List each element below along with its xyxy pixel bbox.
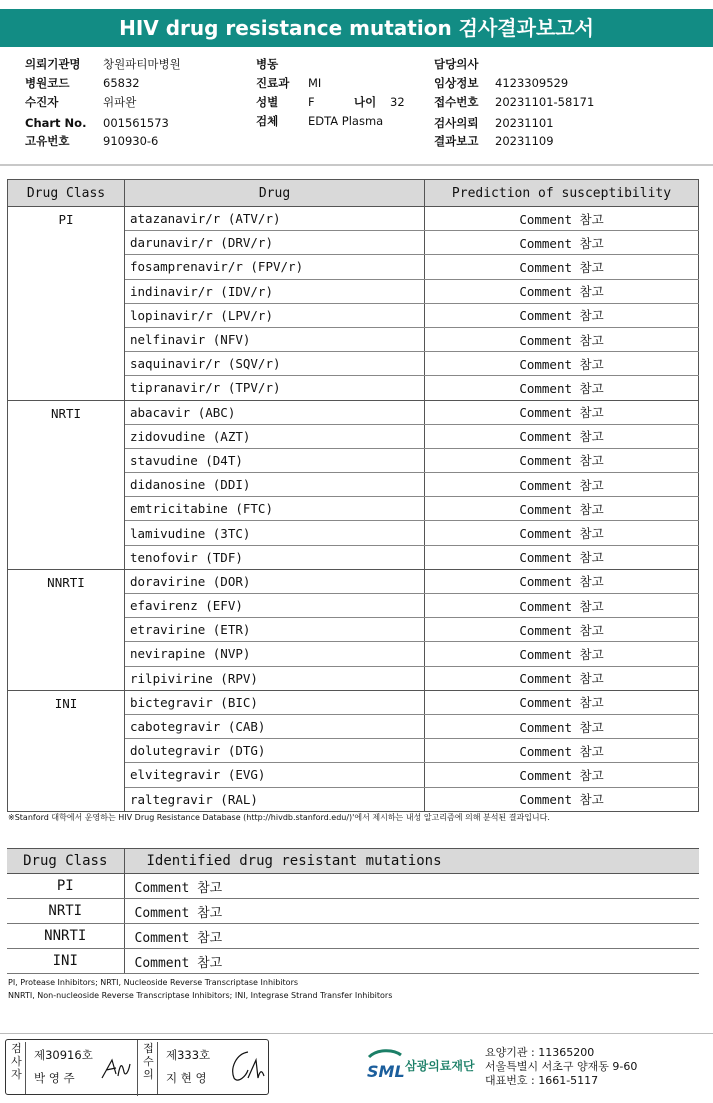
age-value: 32 [390, 95, 405, 109]
prediction-cell: Comment 참고 [425, 569, 699, 593]
tester-label-text: 검 사 자 [11, 1042, 22, 1081]
drug-cell: elvitegravir (EVG) [125, 763, 425, 787]
tester-name: 박 영 주 [34, 1071, 75, 1085]
drug-class-cell: INI [8, 690, 125, 811]
table-row [7, 899, 699, 924]
prediction-cell: Comment 참고 [425, 497, 699, 521]
drug-cell: rilpivirine (RPV) [125, 666, 425, 690]
info-label: 의뢰기관명 [25, 57, 81, 71]
susceptibility-body [8, 207, 699, 812]
mutation-cell: Comment 참고 [124, 924, 699, 949]
prediction-cell: Comment 참고 [425, 279, 699, 303]
info-label: 검체 [256, 114, 279, 128]
divider [0, 164, 713, 166]
footnote: ※Stanford 대학에서 운영하는 HIV Drug Resistance Database (http://hivdb.stanford.edu/)'에서 제시하는 내성 알고리즘에 의해 분석된 결과입니다. [8, 813, 550, 822]
abbrev-line: NNRTI, Non-nucleoside Reverse Transcriptase Inhibitors; INI, Integrase Strand Transfer Inhibitors [8, 991, 393, 1000]
prediction-cell: Comment 참고 [425, 714, 699, 738]
prediction-cell: Comment 참고 [425, 521, 699, 545]
lab-logo [365, 1045, 480, 1085]
prediction-cell: Comment 참고 [425, 376, 699, 400]
drug-cell: emtricitabine (FTC) [125, 497, 425, 521]
drug-cell: dolutegravir (DTG) [125, 739, 425, 763]
drug-cell: raltegravir (RAL) [125, 787, 425, 811]
reviewer-name: 지 현 영 [166, 1071, 207, 1085]
drug-cell: abacavir (ABC) [125, 400, 425, 424]
table-row [8, 569, 699, 593]
prediction-cell: Comment 참고 [425, 739, 699, 763]
drug-cell: tipranavir/r (TPV/r) [125, 376, 425, 400]
header-mutations: Identified drug resistant mutations [124, 849, 699, 874]
info-label: 병원코드 [25, 76, 70, 90]
mutations-body [7, 874, 699, 974]
mutation-cell: Comment 참고 [124, 899, 699, 924]
prediction-cell: Comment 참고 [425, 303, 699, 327]
table-row [8, 207, 699, 231]
drug-cell: nelfinavir (NFV) [125, 327, 425, 351]
mutation-cell: Comment 참고 [124, 874, 699, 899]
patient-info [0, 55, 713, 165]
info-value: 20231101 [495, 116, 554, 130]
info-value: F [308, 95, 315, 109]
drug-cell: fosamprenavir/r (FPV/r) [125, 255, 425, 279]
contact-line: 대표번호 : 1661-5117 [485, 1074, 599, 1087]
drug-cell: tenofovir (TDF) [125, 545, 425, 569]
prediction-cell: Comment 참고 [425, 618, 699, 642]
reviewer-label [140, 1042, 158, 1094]
info-value: 20231109 [495, 134, 554, 148]
prediction-cell: Comment 참고 [425, 424, 699, 448]
info-value: EDTA Plasma [308, 114, 384, 128]
drug-class-cell: NRTI [7, 899, 124, 924]
header-drug-class: Drug Class [7, 849, 124, 874]
age-label: 나이 [354, 95, 377, 109]
lab-name: 삼광의료재단 [405, 1059, 475, 1073]
drug-cell: lamivudine (3TC) [125, 521, 425, 545]
prediction-cell: Comment 참고 [425, 787, 699, 811]
drug-class-cell: INI [7, 949, 124, 974]
info-label: 성별 [256, 95, 279, 109]
drug-class-cell: NNRTI [8, 569, 125, 690]
prediction-cell: Comment 참고 [425, 255, 699, 279]
drug-cell: doravirine (DOR) [125, 569, 425, 593]
drug-cell: bictegravir (BIC) [125, 690, 425, 714]
drug-cell: stavudine (D4T) [125, 448, 425, 472]
divider [0, 1033, 713, 1034]
susceptibility-table [7, 179, 699, 812]
header-prediction: Prediction of susceptibility [425, 180, 699, 207]
abbreviations [8, 976, 392, 1002]
divider [137, 1040, 138, 1096]
prediction-cell: Comment 참고 [425, 690, 699, 714]
signature-box [5, 1039, 269, 1095]
abbrev-line: PI, Protease Inhibitors; NRTI, Nucleoside Reverse Transcriptase Inhibitors [8, 978, 299, 987]
drug-cell: lopinavir/r (LPV/r) [125, 303, 425, 327]
table-row [7, 874, 699, 899]
prediction-cell: Comment 참고 [425, 545, 699, 569]
drug-cell: cabotegravir (CAB) [125, 714, 425, 738]
table-row [8, 400, 699, 424]
info-label: 임상정보 [434, 76, 479, 90]
reviewer-signature-icon [226, 1048, 266, 1088]
mutation-cell: Comment 참고 [124, 949, 699, 974]
info-label: 진료과 [256, 76, 290, 90]
prediction-cell: Comment 참고 [425, 231, 699, 255]
drug-class-cell: PI [8, 207, 125, 401]
tester-signature-icon [98, 1054, 132, 1084]
drug-cell: indinavir/r (IDV/r) [125, 279, 425, 303]
drug-class-cell: PI [7, 874, 124, 899]
table-row [7, 924, 699, 949]
drug-class-cell: NRTI [8, 400, 125, 569]
drug-cell: nevirapine (NVP) [125, 642, 425, 666]
table-row [7, 949, 699, 974]
header-drug-class: Drug Class [8, 180, 125, 207]
logo-sml-text: SML [367, 1062, 405, 1081]
drug-cell: zidovudine (AZT) [125, 424, 425, 448]
info-value: 20231101-58171 [495, 95, 595, 109]
contact-line: 서울특별시 서초구 양재동 9-60 [485, 1060, 638, 1073]
info-label: Chart No. [25, 116, 87, 130]
header-drug: Drug [125, 180, 425, 207]
info-label: 검사의뢰 [434, 116, 479, 130]
info-label: 결과보고 [434, 134, 479, 148]
info-value: 4123309529 [495, 76, 569, 90]
mutations-table [7, 848, 699, 974]
report-title: HIV drug resistance mutation 검사결과보고서 [0, 9, 713, 47]
prediction-cell: Comment 참고 [425, 763, 699, 787]
table-header-row [7, 849, 699, 874]
prediction-cell: Comment 참고 [425, 473, 699, 497]
prediction-cell: Comment 참고 [425, 642, 699, 666]
drug-class-cell: NNRTI [7, 924, 124, 949]
info-value: 65832 [103, 76, 140, 90]
info-label: 병동 [256, 57, 279, 71]
drug-cell: didanosine (DDI) [125, 473, 425, 497]
info-value: 위파완 [103, 95, 137, 109]
prediction-cell: Comment 참고 [425, 400, 699, 424]
drug-cell: efavirenz (EFV) [125, 594, 425, 618]
info-value: MI [308, 76, 322, 90]
prediction-cell: Comment 참고 [425, 594, 699, 618]
table-row [8, 690, 699, 714]
table-header-row [8, 180, 699, 207]
info-label: 수진자 [25, 95, 59, 109]
drug-cell: saquinavir/r (SQV/r) [125, 352, 425, 376]
info-label: 접수번호 [434, 95, 479, 109]
prediction-cell: Comment 참고 [425, 207, 699, 231]
info-value: 창원파티마병원 [103, 57, 181, 71]
drug-cell: darunavir/r (DRV/r) [125, 231, 425, 255]
prediction-cell: Comment 참고 [425, 352, 699, 376]
contact-line: 요양기관 : 11365200 [485, 1046, 595, 1059]
lab-contact [485, 1046, 637, 1088]
sml-logo-icon [365, 1047, 405, 1083]
drug-cell: atazanavir/r (ATV/r) [125, 207, 425, 231]
prediction-cell: Comment 참고 [425, 327, 699, 351]
info-label: 고유번호 [25, 134, 70, 148]
reviewer-label-text: 접 수 의 [143, 1042, 154, 1081]
tester-label [8, 1042, 26, 1094]
tester-license: 제30916호 [34, 1048, 93, 1062]
info-value: 910930-6 [103, 134, 159, 148]
prediction-cell: Comment 참고 [425, 448, 699, 472]
reviewer-license: 제333호 [166, 1048, 211, 1062]
drug-cell: etravirine (ETR) [125, 618, 425, 642]
info-label: 담당의사 [434, 57, 479, 71]
info-value: 001561573 [103, 116, 169, 130]
prediction-cell: Comment 참고 [425, 666, 699, 690]
